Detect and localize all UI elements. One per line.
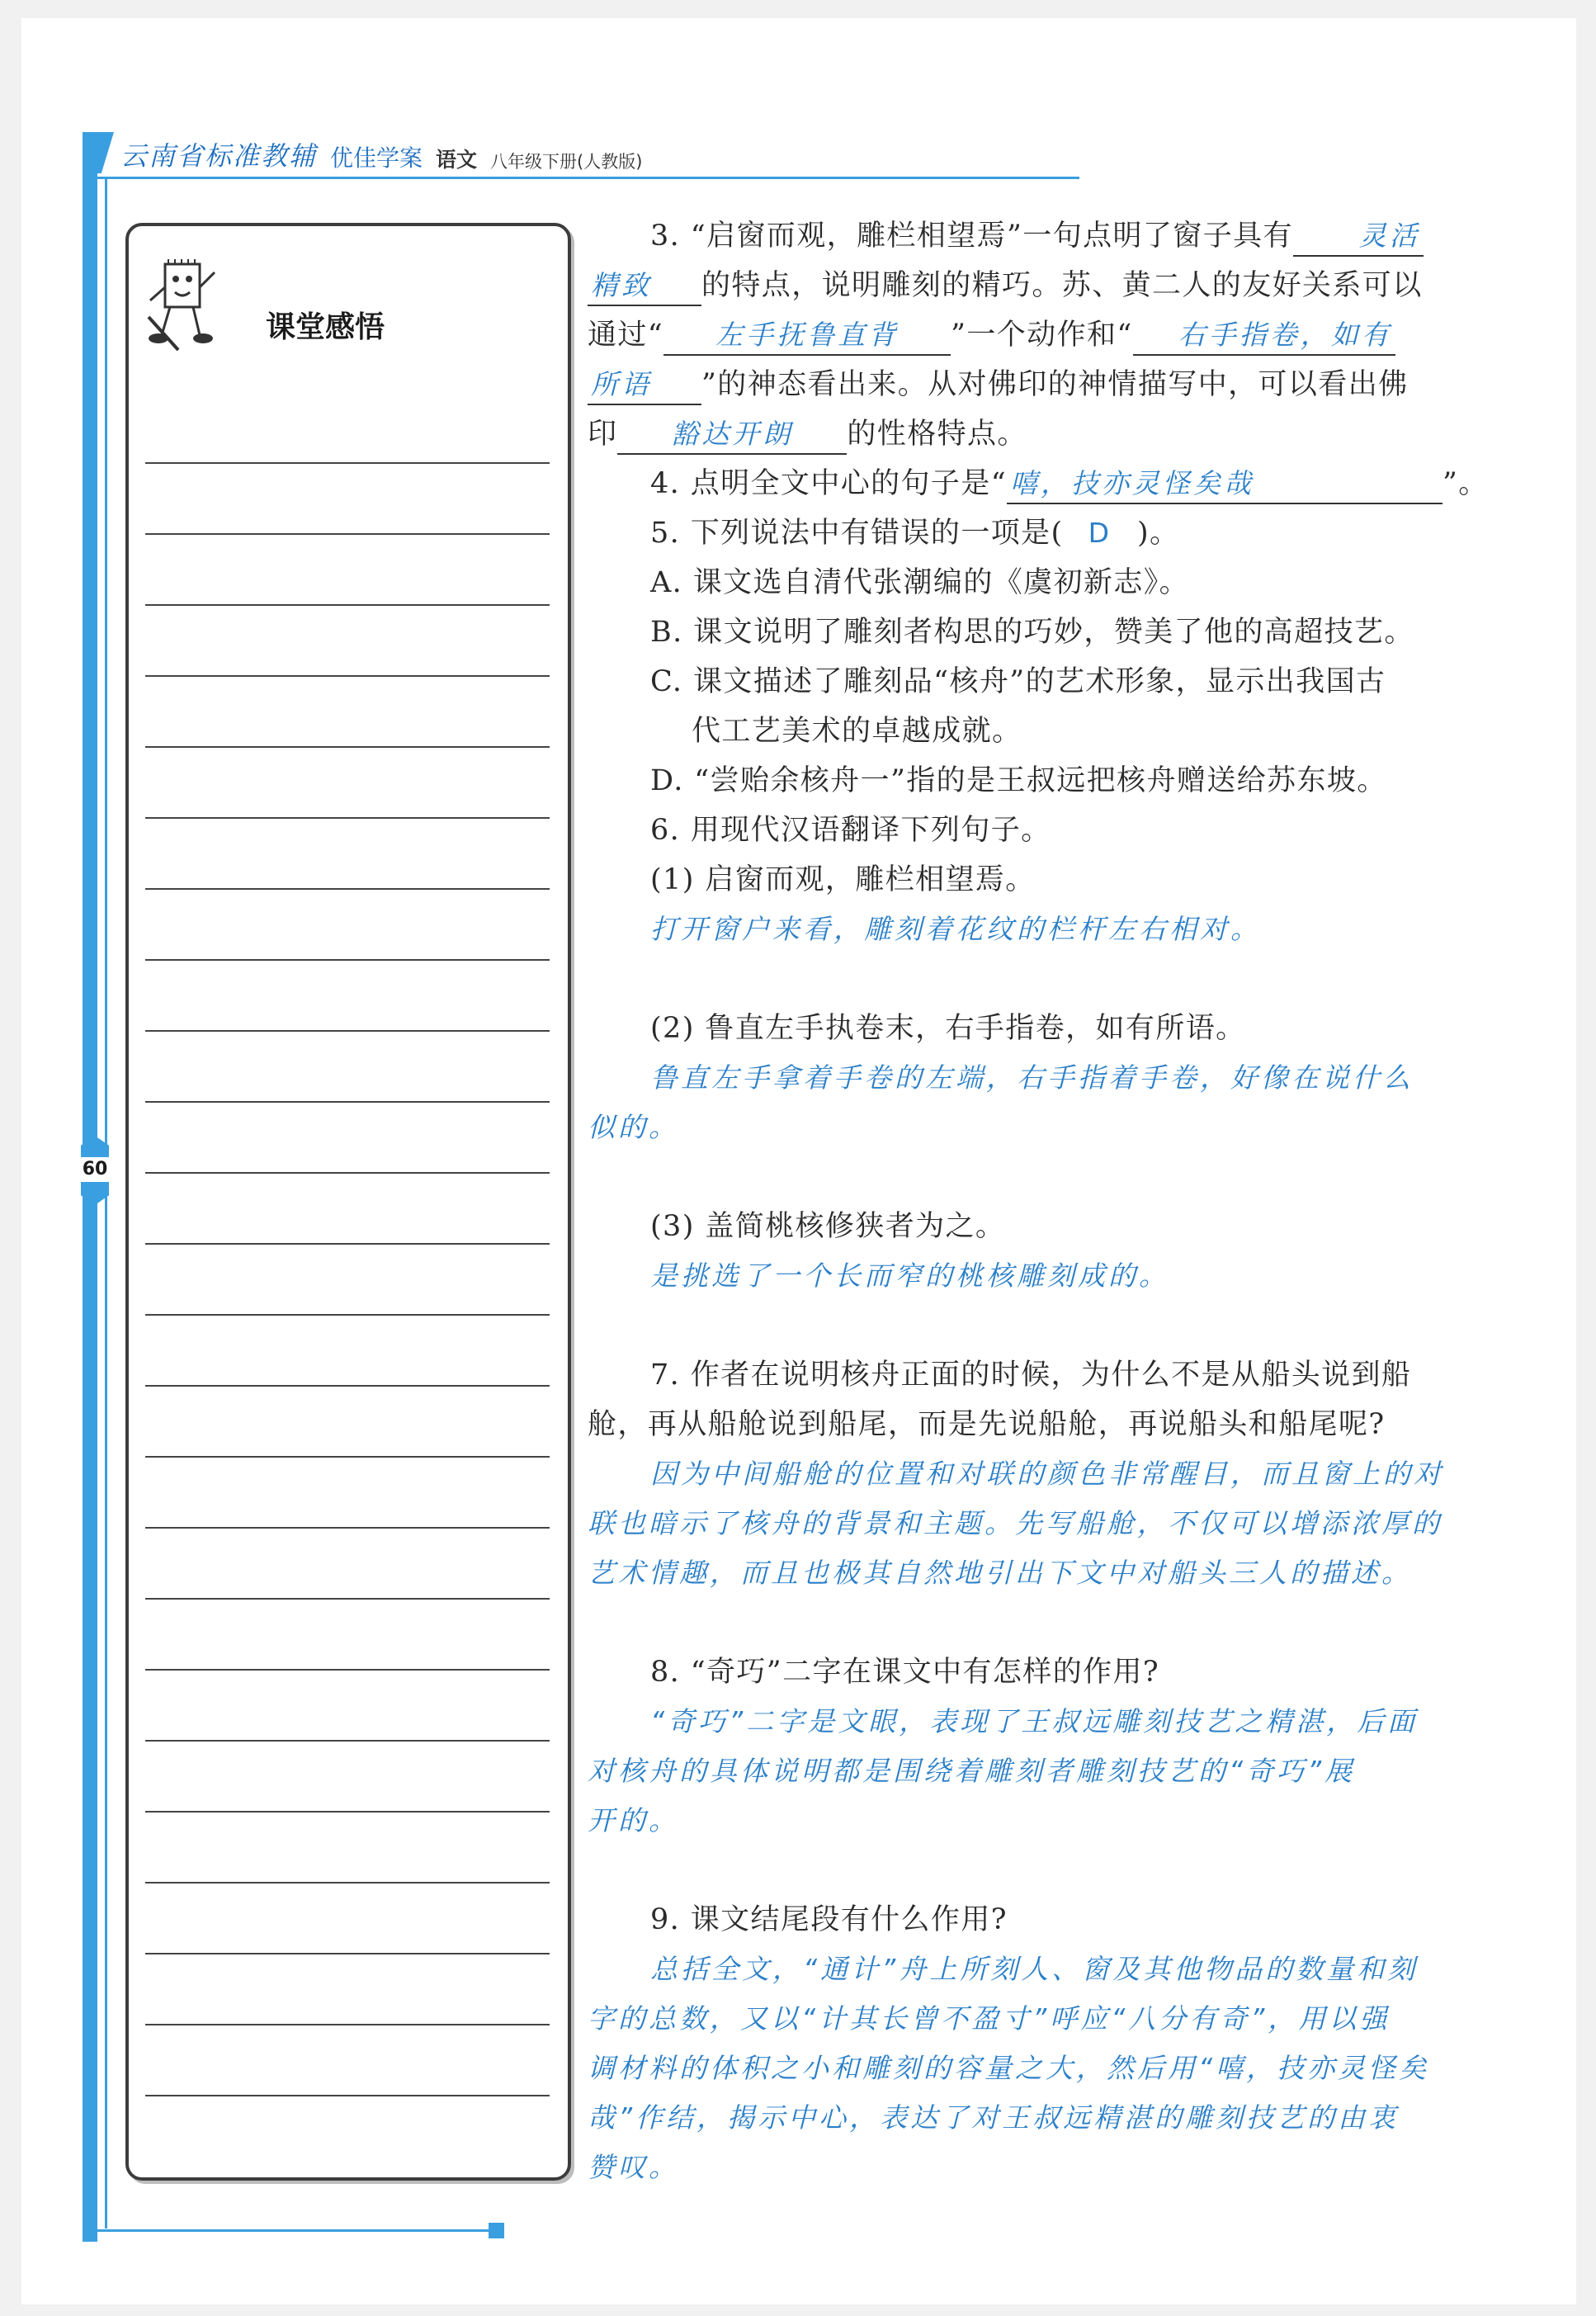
writing-line bbox=[145, 2024, 550, 2025]
writing-line bbox=[145, 1456, 550, 1458]
q6-prompt-2: (2) 鲁直左手执卷末，右手指卷，如有所语。 bbox=[650, 1012, 1246, 1045]
q9-answer-cont: 调材料的体积之小和雕刻的容量之大，然后用“嘻，技亦灵怪矣 bbox=[588, 2052, 1430, 2084]
q4-answer: 嘻，技亦灵怪矣哉 bbox=[1010, 467, 1255, 499]
writing-line bbox=[145, 888, 550, 890]
q3-answer-2: 左手抚鲁直背 bbox=[715, 319, 900, 351]
writing-line bbox=[145, 817, 550, 819]
book-name: 优佳学案 bbox=[330, 144, 423, 172]
q5-text: )。 bbox=[1137, 517, 1180, 550]
q3-line-5 bbox=[588, 409, 1528, 459]
q4-text: ”。 bbox=[1443, 467, 1489, 500]
q3-text: 通过“ bbox=[588, 319, 664, 352]
q9-answer-cont: 字的总数，又以“计其长曾不盈寸”呼应“八分有奇”，用以强 bbox=[588, 2002, 1391, 2035]
q3-text: 的特点，说明雕刻的精巧。苏、黄二人的友好关系可以 bbox=[701, 269, 1423, 302]
q3-line-3 bbox=[588, 310, 1528, 360]
q5-option-a: A. 课文选自清代张潮编的《虞初新志》。 bbox=[650, 566, 1190, 599]
q7-answer-cont: 艺术情趣，而且也极其自然地引出下文中对船头三人的描述。 bbox=[588, 1557, 1412, 1589]
series-title: 云南省标准教辅 bbox=[120, 140, 318, 172]
q5-answer: D bbox=[1088, 517, 1112, 549]
q3-blank-1-cont bbox=[588, 267, 701, 306]
writing-line bbox=[145, 1882, 550, 1884]
left-frame-thin-line bbox=[105, 177, 107, 2229]
q3-line-4 bbox=[588, 360, 1528, 409]
q3-blank-1 bbox=[1293, 217, 1424, 257]
q8-answer-cont: 开的。 bbox=[588, 1804, 679, 1836]
q5-stem bbox=[588, 508, 1528, 558]
q7-answer: 因为中间船舱的位置和对联的颜色非常醒目，而且窗上的对 bbox=[650, 1458, 1444, 1490]
q3-text: ”一个动作和“ bbox=[951, 319, 1133, 352]
writing-line bbox=[145, 1811, 550, 1813]
q6-prompt-3: (3) 盖简桃核修狭者为之。 bbox=[650, 1210, 1006, 1243]
q3-blank-4 bbox=[617, 415, 847, 455]
notebook-mascot-icon bbox=[145, 259, 221, 357]
writing-line bbox=[145, 1030, 550, 1032]
q6-answer-1: 打开窗户来看，雕刻着花纹的栏杆左右相对。 bbox=[650, 913, 1261, 945]
writing-line bbox=[145, 1385, 550, 1387]
q4-line bbox=[588, 459, 1528, 508]
q5-option-b: B. 课文说明了雕刻者构思的巧妙，赞美了他的高超技艺。 bbox=[650, 616, 1414, 649]
exercise-content bbox=[588, 211, 1528, 2192]
q6-stem: 6. 用现代汉语翻译下列句子。 bbox=[650, 814, 1051, 847]
q7-answer-cont: 联也暗示了核舟的背景和主题。先写船舱，不仅可以增添浓厚的 bbox=[588, 1507, 1443, 1539]
q4-text: 4. 点明全文中心的句子是“ bbox=[650, 467, 1008, 500]
q3-text: 3. “启窗而观，雕栏相望焉”一句点明了窗子具有 bbox=[650, 220, 1293, 253]
q3-blank-2 bbox=[663, 316, 951, 356]
q9-answer-cont: 哉”作结，揭示中心，表达了对王叔远精湛的雕刻技艺的由衷 bbox=[588, 2101, 1400, 2134]
writing-line bbox=[145, 1527, 550, 1529]
q3-line-1 bbox=[588, 211, 1528, 261]
q3-blank-3-cont bbox=[588, 366, 701, 405]
q3-text: 印 bbox=[588, 418, 618, 451]
grade-label: 八年级下册(人教版) bbox=[490, 152, 643, 172]
q3-text: ”的神态看出来。从对佛印的神情描写中，可以看出佛 bbox=[701, 368, 1409, 401]
writing-line bbox=[145, 604, 550, 606]
q8-answer: “奇巧”二字是文眼，表现了王叔远雕刻技艺之精湛，后面 bbox=[650, 1705, 1419, 1737]
notes-panel bbox=[125, 223, 571, 2181]
q9-question: 9. 课文结尾段有什么作用? bbox=[650, 1903, 1008, 1936]
q6-prompt-1: (1) 启窗而观，雕栏相望焉。 bbox=[650, 863, 1036, 896]
q4-blank bbox=[1007, 465, 1443, 504]
footer-square bbox=[489, 2223, 504, 2238]
writing-line bbox=[145, 959, 550, 961]
q8-answer-cont: 对核舟的具体说明都是围绕着雕刻者雕刻技艺的“奇巧”展 bbox=[588, 1755, 1356, 1787]
writing-line bbox=[145, 746, 550, 748]
q3-answer-1a: 灵活 bbox=[1358, 220, 1420, 252]
writing-line bbox=[145, 1740, 550, 1742]
footer-rule bbox=[83, 2229, 493, 2232]
q3-answer-4: 豁达开朗 bbox=[671, 418, 794, 450]
q3-blank-3 bbox=[1133, 316, 1395, 356]
writing-line bbox=[145, 1669, 550, 1671]
header-rule bbox=[83, 177, 1079, 179]
q8-question: 8. “奇巧”二字在课文中有怎样的作用? bbox=[650, 1656, 1160, 1689]
writing-line bbox=[145, 1243, 550, 1245]
writing-line bbox=[145, 1598, 550, 1600]
q9-answer: 总括全文，“通计”舟上所刻人、窗及其他物品的数量和刻 bbox=[650, 1953, 1419, 1985]
writing-line bbox=[145, 1101, 550, 1103]
q5-option-c-cont: 代工艺美术的卓越成就。 bbox=[692, 715, 1022, 748]
writing-line bbox=[145, 1314, 550, 1316]
q6-answer-2-cont: 似的。 bbox=[588, 1111, 679, 1143]
q3-line-2 bbox=[588, 261, 1528, 310]
running-header bbox=[120, 135, 642, 173]
q3-answer-1b: 精致 bbox=[591, 269, 652, 301]
q5-option-d: D. “尝贻余核舟一”指的是王叔远把核舟赠送给苏东坡。 bbox=[650, 764, 1387, 797]
notes-title: 课堂感悟 bbox=[266, 310, 385, 344]
q6-answer-2: 鲁直左手拿着手卷的左端，右手指着手卷，好像在说什么 bbox=[650, 1061, 1414, 1094]
q3-answer-3b: 所语 bbox=[591, 368, 652, 400]
q7-question: 7. 作者在说明核舟正面的时候，为什么不是从船头说到船 bbox=[650, 1359, 1412, 1392]
q3-text: 的性格特点。 bbox=[847, 418, 1027, 451]
writing-line bbox=[145, 2095, 550, 2096]
writing-line bbox=[145, 675, 550, 677]
writing-line bbox=[145, 1172, 550, 1174]
q6-answer-3: 是挑选了一个长而窄的桃核雕刻成的。 bbox=[650, 1260, 1169, 1292]
writing-line bbox=[145, 1953, 550, 1954]
subject-label: 语文 bbox=[436, 148, 478, 172]
writing-line bbox=[145, 462, 550, 464]
writing-line bbox=[145, 533, 550, 535]
q3-answer-3a: 右手指卷，如有 bbox=[1178, 319, 1392, 351]
q5-option-c: C. 课文描述了雕刻品“核舟”的艺术形象，显示出我国古 bbox=[650, 665, 1386, 698]
q9-answer-cont: 赞叹。 bbox=[588, 2151, 679, 2183]
q7-question-cont: 舱，再从船舱说到船尾，而是先说船舱，再说船头和船尾呢? bbox=[588, 1408, 1386, 1441]
q5-text: 5. 下列说法中有错误的一项是( bbox=[650, 517, 1064, 550]
page-number: 60 bbox=[81, 1157, 109, 1182]
